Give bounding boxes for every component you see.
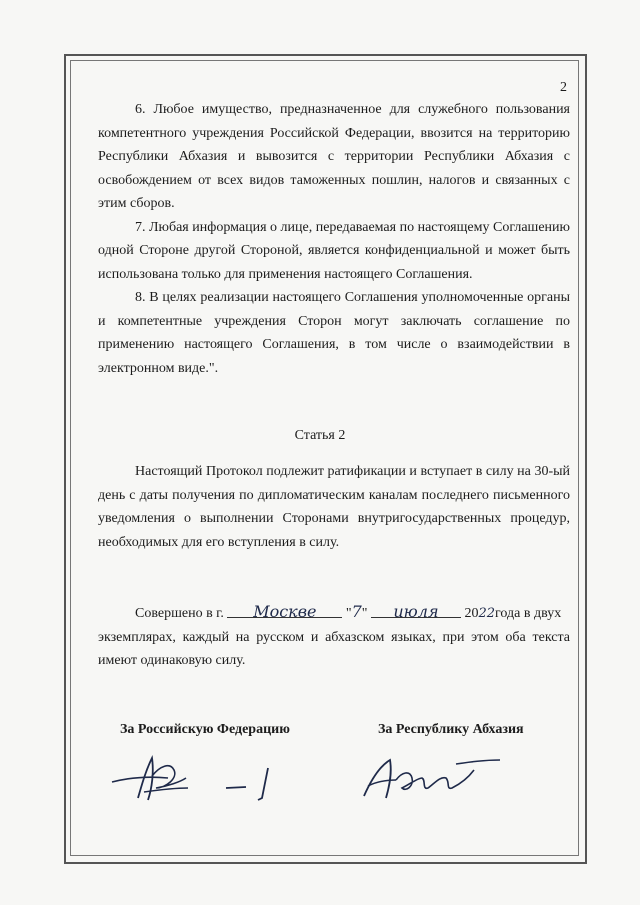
article-2-text: [98, 460, 570, 554]
day-handwritten: 7: [351, 602, 362, 621]
article-2-heading: Статья 2: [294, 428, 346, 443]
signature-abkhazia: [360, 748, 520, 808]
article-2-paragraph: Настоящий Протокол подлежит ратификации и вступает в силу на 30-ый день с даты получения по дипломатическим каналам последнего письменного уведомления о выполнении Сторонами внутригосударственных процедур, необходимых для его вступления в силу.: [98, 464, 570, 550]
signature-label-abkhazia: За Республику Абхазия: [378, 722, 524, 737]
paragraph-8: 8. В целях реализации настоящего Соглашения уполномоченные органы и компетентные учреждения Сторон могут заключать соглашение по применению настоящего Соглашения, в том числе о взаимодействии в электронном виде.".: [98, 290, 570, 376]
signature-label-russia: За Российскую Федерацию: [120, 722, 290, 737]
city-handwritten: Москве: [253, 602, 317, 621]
day-quote-close: ": [361, 606, 368, 621]
paragraph-6: 6. Любое имущество, предназначенное для служебного пользования компетентного учреждения Российской Федерации, ввозится на территорию Республики Абхазия и вывозится с территории Республики Абхазия с освобождением от всех видов таможенных пошлин, налогов и связанных с этим сборов.: [98, 102, 570, 211]
year-handwritten: 22: [478, 606, 496, 621]
done-suffix: года в двух: [495, 606, 562, 621]
month-handwritten: июля: [393, 602, 439, 621]
article-1-continuation: [98, 98, 570, 380]
page-number: 2: [560, 80, 567, 95]
paragraph-7: 7. Любая информация о лице, передаваемая по настоящему Соглашению одной Стороне другой Стороной, является конфиденциальной и может быть использована только для применения настоящего Соглашения.: [98, 219, 570, 282]
day-quote-open: ": [345, 606, 352, 621]
city-blank: [227, 600, 342, 621]
done-prefix: Совершено в г.: [135, 606, 224, 621]
done-line: [98, 600, 570, 626]
signature-russia: [108, 748, 298, 808]
year-prefix: 20: [464, 606, 479, 621]
done-clause: [98, 600, 570, 673]
done-rest: экземплярах, каждый на русском и абхазском языках, при этом оба текста имеют одинаковую силу.: [98, 629, 570, 668]
month-blank: [371, 600, 461, 621]
